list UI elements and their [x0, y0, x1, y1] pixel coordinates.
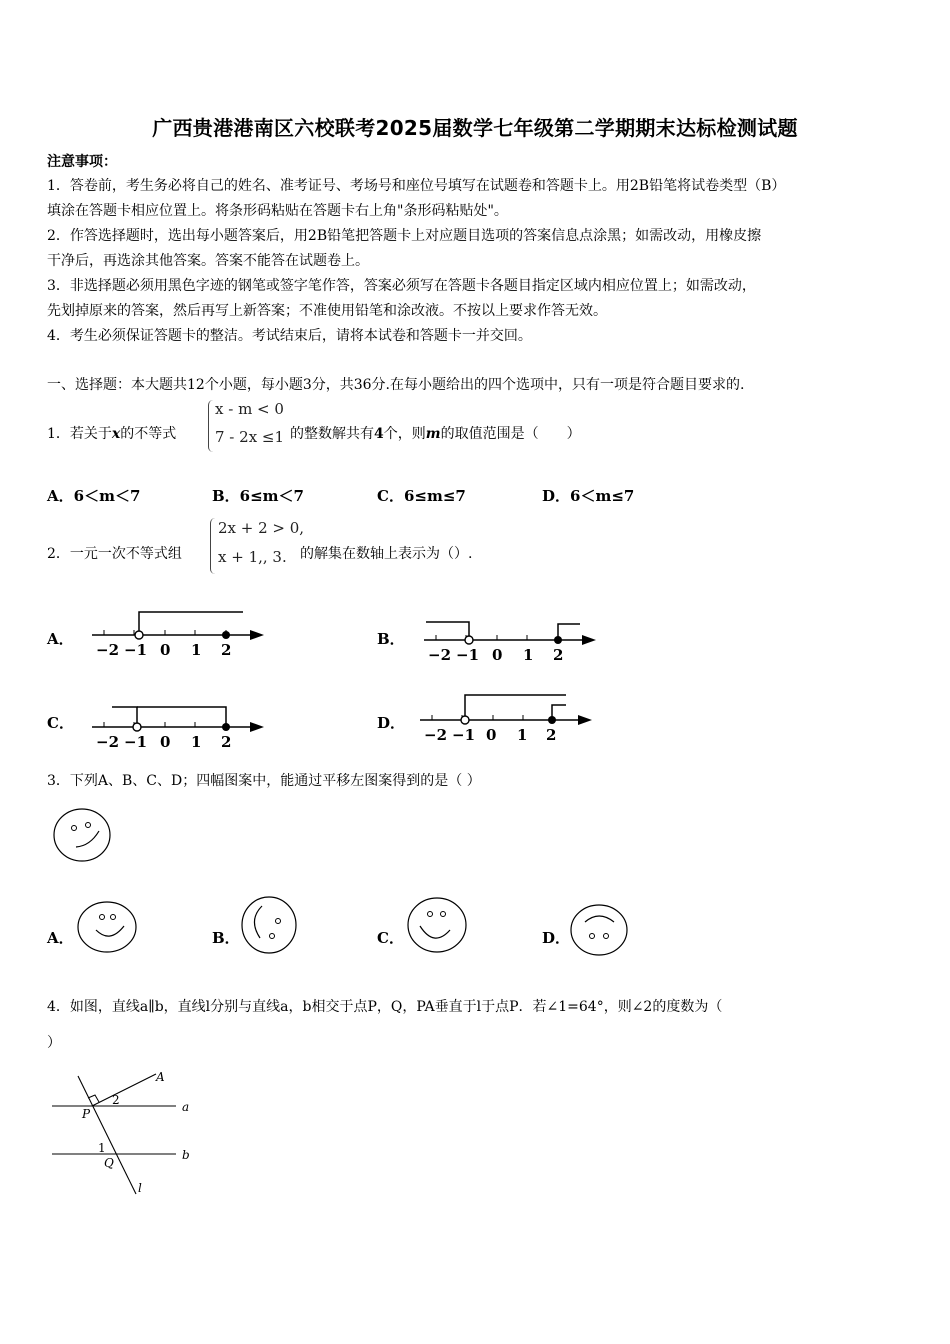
page-title: 广西贵港港南区六校联考2025届数学七年级第二学期期末达标检测试题 [152, 116, 798, 140]
tick-label: 0 [160, 641, 171, 659]
question-1 [47, 422, 176, 447]
q1-suffix-b: 个，则 [383, 426, 426, 442]
notice-line: 干净后，再选涂其他答案。答案不能答在试题卷上。 [47, 253, 369, 269]
notice-heading: 注意事项： [47, 154, 117, 170]
q1-inequality-2: 7 - 2x ≤1 [215, 428, 285, 446]
q3-option-d[interactable]: D． [542, 929, 571, 947]
q1-suffix-a: 的整数解共有 [290, 426, 374, 442]
q1-option-d[interactable]: D．6＜m≤7 [542, 487, 635, 505]
q2-option-b[interactable]: B． [377, 630, 405, 648]
label-angle-1: 1 [98, 1141, 106, 1155]
number-line-b [420, 610, 600, 666]
smiley-d-icon[interactable] [568, 902, 634, 958]
smiley-b-icon[interactable] [238, 896, 300, 956]
tick-label: −1 [452, 726, 476, 744]
tick-label: 1 [191, 733, 202, 751]
q1-count: 4 [374, 426, 384, 442]
tick-label: 2 [553, 646, 564, 664]
tick-label: 2 [221, 733, 232, 751]
tick-label: −2 [428, 646, 452, 664]
notice-line: 1．答卷前，考生务必将自己的姓名、准考证号、考场号和座位号填写在试题卷和答题卡上。用2B铅笔将试卷类型（B） [47, 178, 786, 194]
tick-label: −2 [96, 641, 120, 659]
number-line-a [88, 605, 268, 661]
tick-label: 2 [546, 726, 557, 744]
label-l: l [138, 1181, 142, 1195]
question-4-line-2: ） [47, 1035, 61, 1051]
tick-label: −2 [96, 733, 120, 751]
tick-label: 1 [191, 641, 202, 659]
number-line-d [416, 690, 596, 746]
tick-label: −1 [456, 646, 480, 664]
q2-option-a[interactable]: A． [47, 630, 74, 648]
q1-option-a[interactable]: A．6＜m＜7 [47, 487, 141, 505]
notice-line: 填涂在答题卡相应位置上。将条形码粘贴在答题卡右上角"条形码粘贴处"。 [47, 203, 508, 219]
tick-label: 2 [221, 641, 232, 659]
q1-option-c[interactable]: C．6≤m≤7 [377, 487, 466, 505]
question-3: 3．下列A、B、C、D；四幅图案中，能通过平移左图案得到的是（ ） [47, 773, 481, 789]
question-4-line-1: 4．如图，直线a∥b，直线l分别与直线a，b相交于点P，Q，PA垂直于l于点P．若∠1=64°，则∠2的度数为（ [47, 999, 723, 1015]
notice-line: 先划掉原来的答案，然后再写上新答案；不准使用铅笔和涂改液。不按以上要求作答无效。 [47, 303, 607, 319]
q3-option-a[interactable]: A． [47, 929, 74, 947]
q3-option-b[interactable]: B． [212, 929, 240, 947]
label-A: A [156, 1070, 165, 1084]
q1-mid: 的不等式 [120, 426, 177, 442]
q2-inequality-2: x + 1,, 3. [218, 548, 287, 566]
smiley-reference-icon [50, 806, 116, 866]
number-line-c [88, 697, 268, 753]
q1-suffix [290, 422, 581, 447]
label-a: a [182, 1100, 190, 1114]
q1-var-x: x [111, 426, 121, 442]
parallel-lines-figure [46, 1064, 206, 1200]
label-Q: Q [104, 1156, 114, 1170]
q2-inequality-1: 2x + 2 > 0, [218, 519, 305, 537]
label-b: b [182, 1148, 190, 1162]
q1-brace [208, 400, 213, 452]
q1-suffix-c: 的取值范围是（ ） [440, 426, 581, 442]
q1-prefix: 1．若关于 [47, 426, 112, 442]
notice-line: 4．考生必须保证答题卡的整洁。考试结束后，请将本试卷和答题卡一并交回。 [47, 328, 532, 344]
label-angle-2: 2 [112, 1093, 120, 1107]
tick-label: −1 [124, 733, 148, 751]
tick-label: 1 [523, 646, 534, 664]
tick-label: 0 [492, 646, 503, 664]
tick-label: −1 [124, 641, 148, 659]
q2-brace [210, 518, 215, 574]
tick-label: 0 [160, 733, 171, 751]
smiley-a-icon[interactable] [74, 900, 140, 956]
section-heading: 一、选择题：本大题共12个小题，每小题3分，共36分.在每小题给出的四个选项中，只有一项是符合题目要求的. [47, 377, 745, 393]
notice-line: 3．非选择题必须用黑色字迹的钢笔或签字笔作答，答案必须写在答题卡各题目指定区域内相应位置上；如需改动， [47, 278, 756, 294]
q1-var-m: m [425, 426, 441, 442]
q2-option-c[interactable]: C． [47, 714, 74, 732]
notice-line: 2．作答选择题时，选出每小题答案后，用2B铅笔把答题卡上对应题目选项的答案信息点涂黑；如需改动，用橡皮擦 [47, 228, 762, 244]
tick-label: −2 [424, 726, 448, 744]
label-P: P [82, 1107, 91, 1121]
q2-option-d[interactable]: D． [377, 714, 406, 732]
tick-label: 0 [486, 726, 497, 744]
q3-option-c[interactable]: C． [377, 929, 404, 947]
smiley-c-icon[interactable] [404, 896, 470, 956]
q2-suffix: 的解集在数轴上表示为（）. [300, 546, 473, 562]
tick-label: 1 [517, 726, 528, 744]
q1-inequality-1: x - m < 0 [215, 400, 284, 418]
q2-prefix: 2．一元一次不等式组 [47, 546, 182, 562]
q1-option-b[interactable]: B．6≤m＜7 [212, 487, 304, 505]
